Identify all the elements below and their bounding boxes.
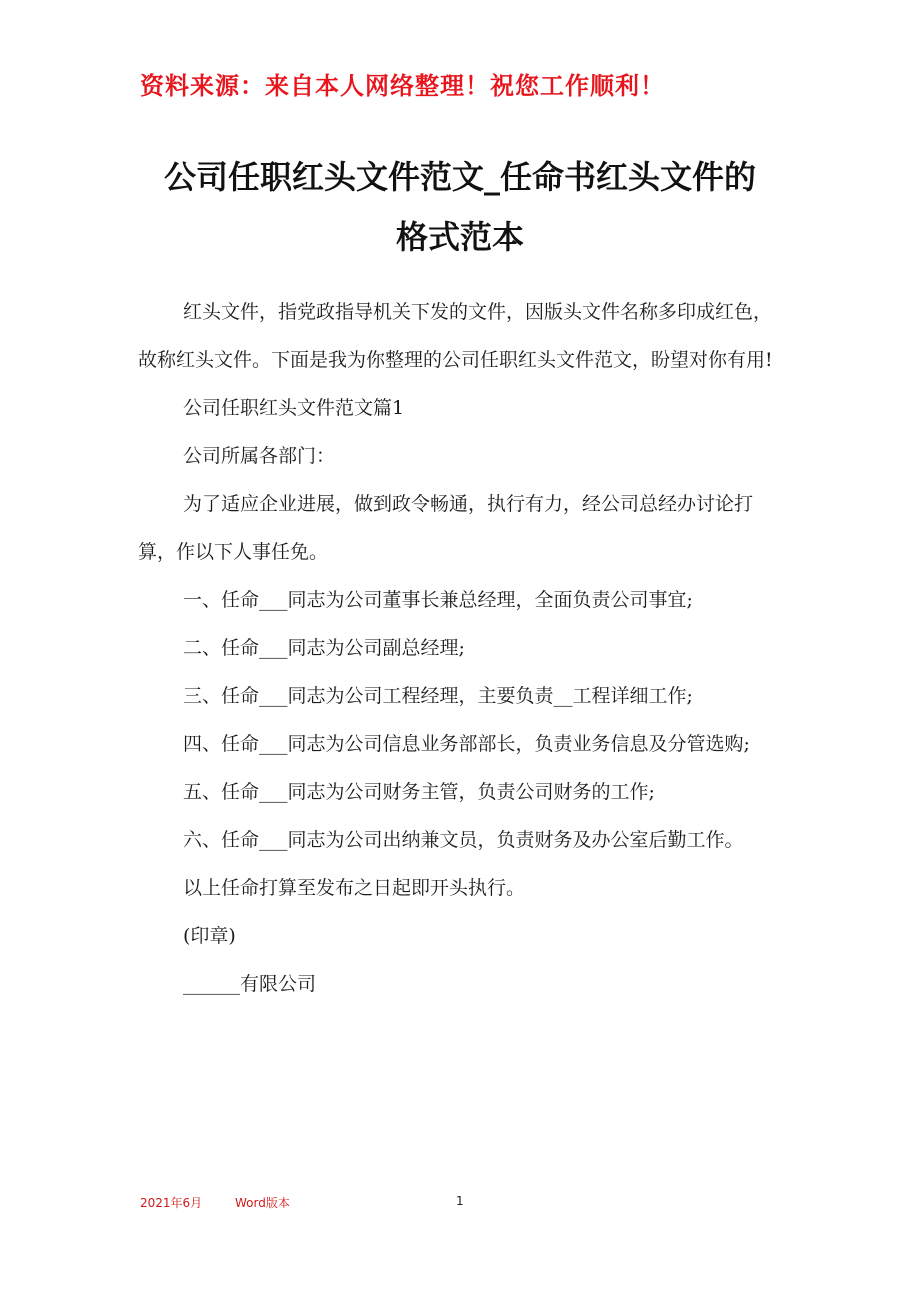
- document-title-line-2: 格式范本: [395, 218, 524, 256]
- company-signature: ______有限公司: [183, 973, 317, 995]
- intro-paragraph: 红头文件，指党政指导机关下发的文件，因版头文件名称多印成红色，故称红头文件。下面是我为你整理的公司任职红头文件范文，盼望对你有用!: [138, 301, 773, 371]
- salutation: 公司所属各部门：: [183, 445, 336, 467]
- source-note: 资料来源：来自本人网络整理！祝您工作顺利！: [140, 72, 665, 100]
- appointment-item-2: 二、任命___同志为公司副总经理;: [183, 637, 465, 659]
- section-heading: 公司任职红头文件范文篇1: [183, 397, 405, 419]
- appointment-item-6: 六、任命___同志为公司出纳兼文员，负责财务及办公室后勤工作。: [183, 829, 744, 851]
- effective-statement: 以上任命打算至发布之日起即开头执行。: [183, 877, 526, 899]
- page-number: 1: [456, 1194, 464, 1208]
- seal-note: (印章): [183, 925, 236, 947]
- footer-date: 2021年6月: [140, 1196, 203, 1210]
- document-title-line-1: 公司任职红头文件范文_任命书红头文件的: [163, 158, 756, 196]
- appointment-item-3: 三、任命___同志为公司工程经理，主要负责__工程详细工作;: [183, 685, 693, 707]
- footer-version: Word版本: [235, 1196, 290, 1210]
- appointment-item-4: 四、任命___同志为公司信息业务部部长，负责业务信息及分管选购;: [183, 733, 750, 755]
- preamble-paragraph: 为了适应企业进展，做到政令畅通，执行有力，经公司总经办讨论打算，作以下人事任免。: [138, 493, 754, 563]
- document-body: [138, 288, 788, 1008]
- appointment-item-1: 一、任命___同志为公司董事长兼总经理，全面负责公司事宜;: [183, 589, 693, 611]
- appointment-item-5: 五、任命___同志为公司财务主管，负责公司财务的工作;: [183, 781, 655, 803]
